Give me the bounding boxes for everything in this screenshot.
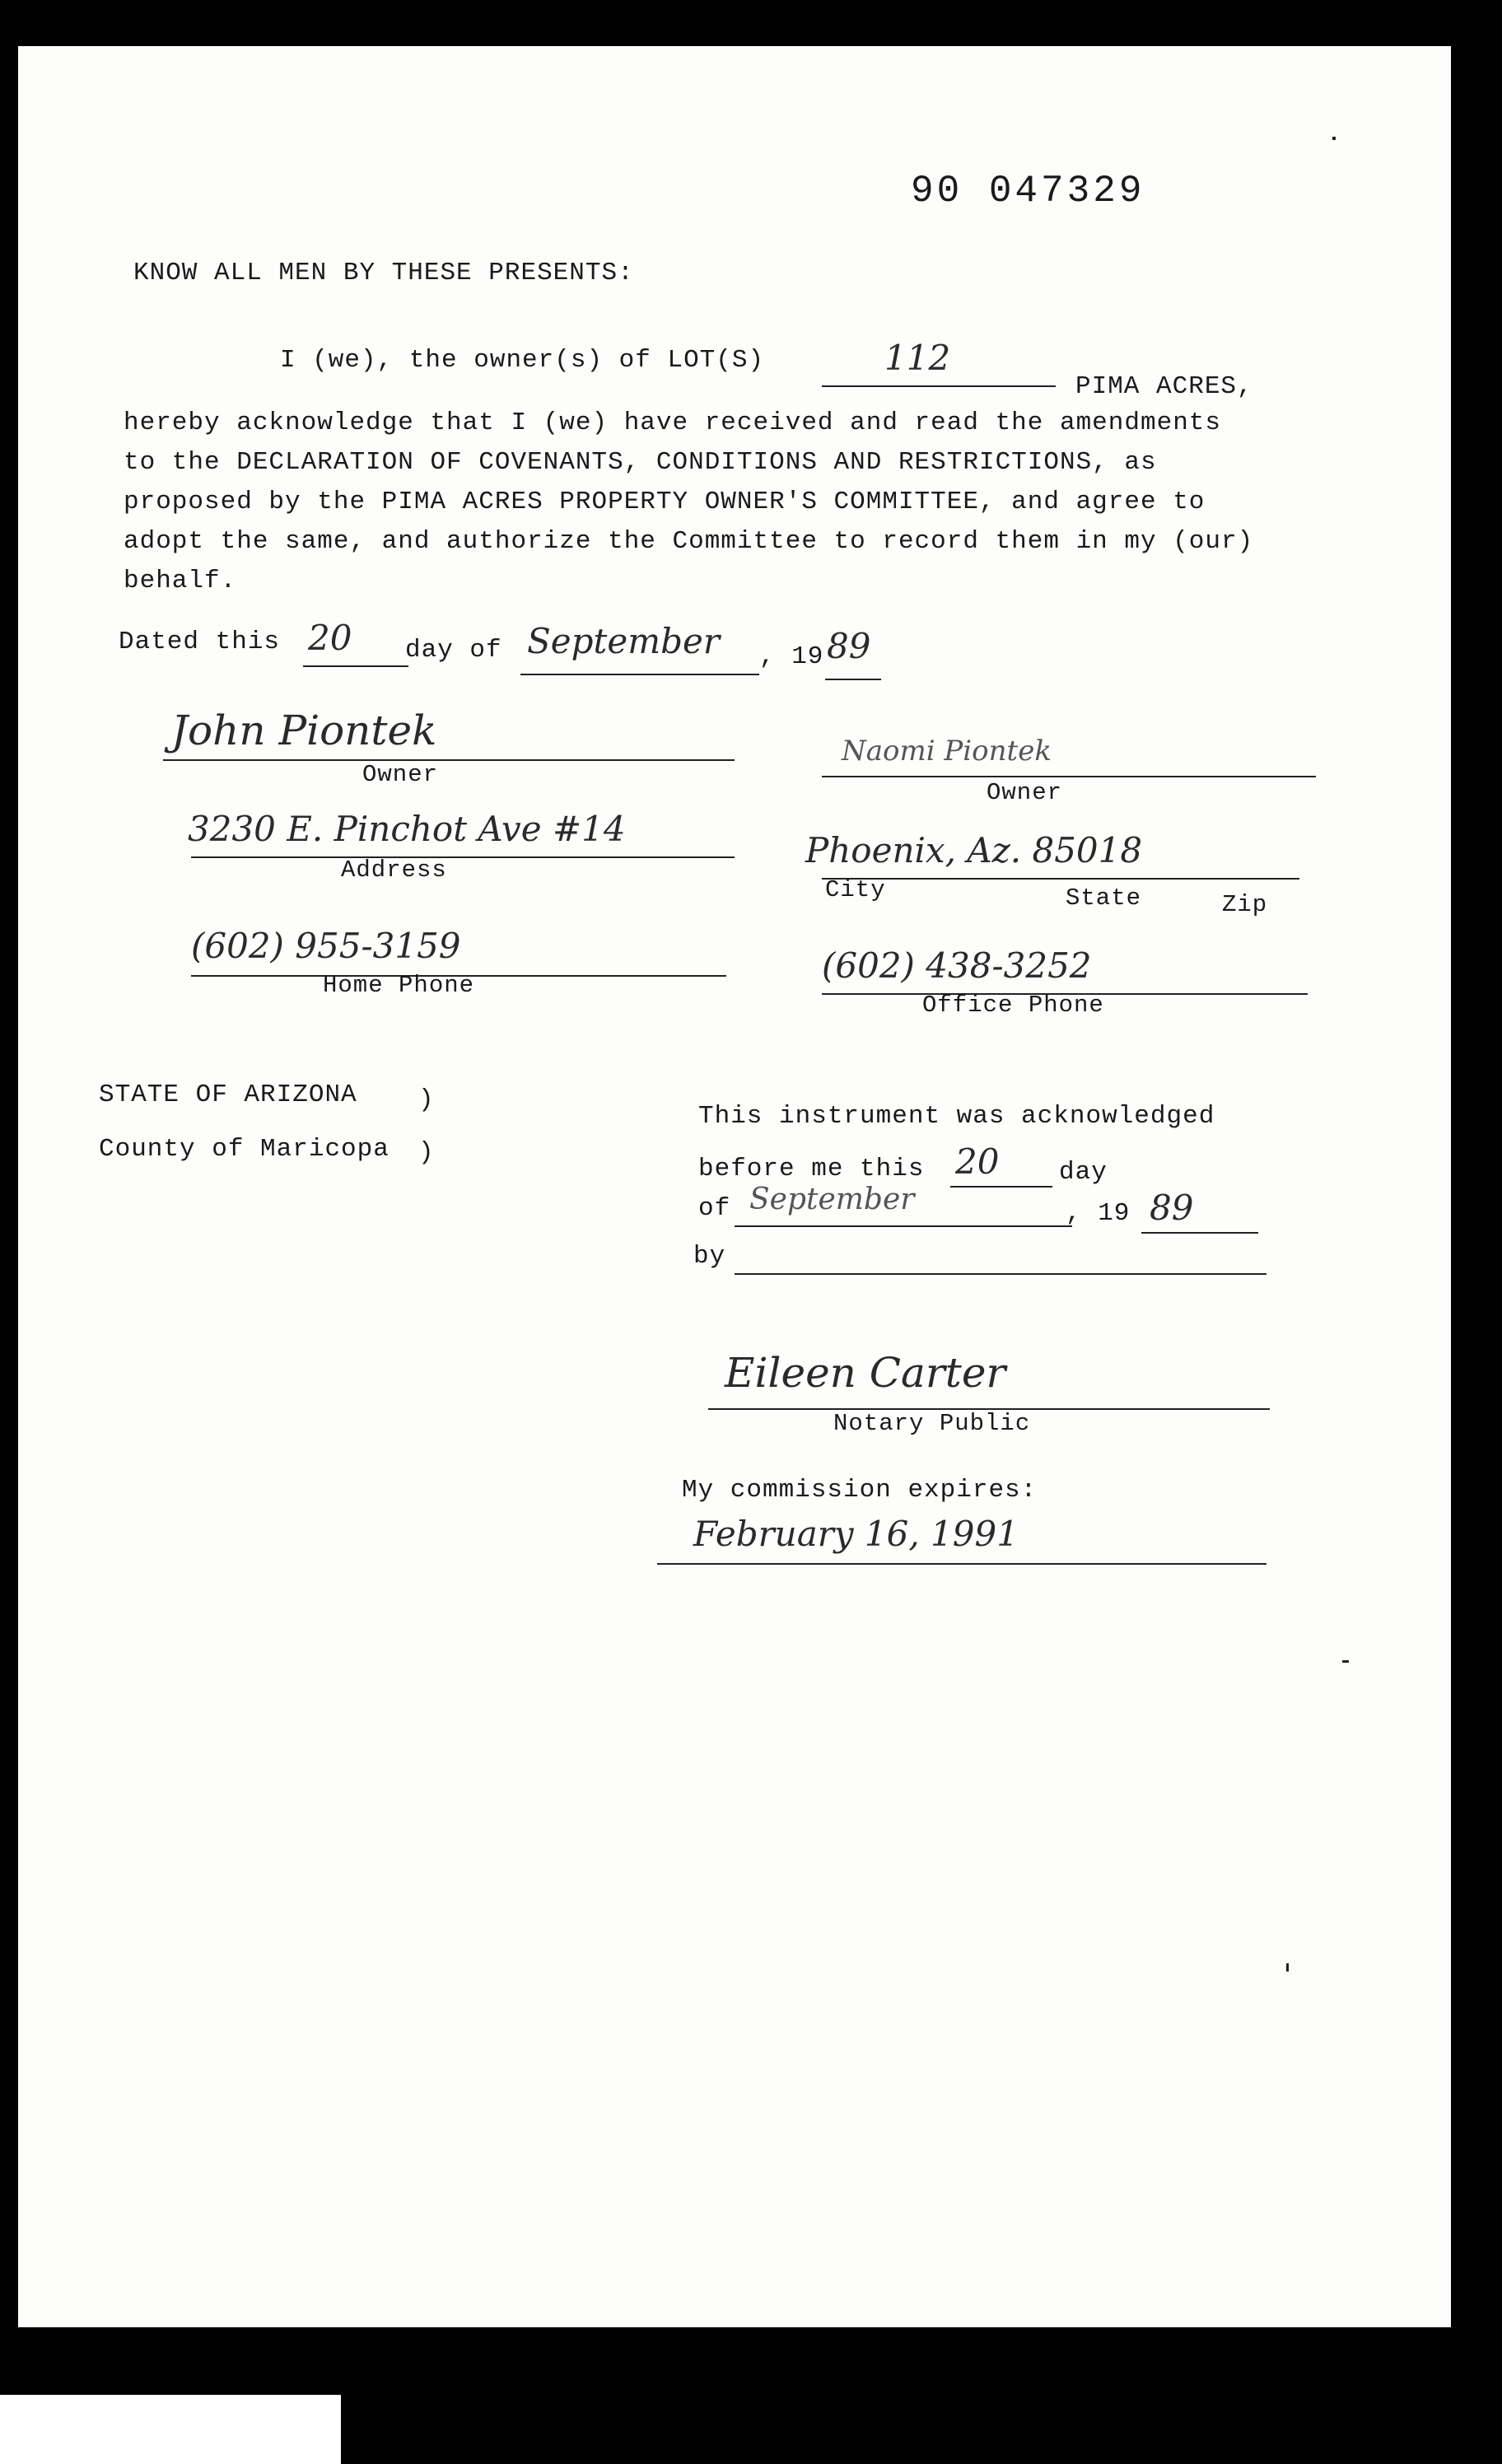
ack-year: 89 <box>1150 1188 1194 1228</box>
commission-label: My commission expires: <box>682 1476 1038 1505</box>
ack-line-3-prefix: of <box>698 1194 731 1223</box>
commission-date-line <box>657 1563 1266 1565</box>
notary-signature: Eileen Carter <box>725 1349 1006 1397</box>
body-line: proposed by the PIMA ACRES PROPERTY OWNER'S COMMITTEE, and agree to <box>124 488 1206 516</box>
ack-line-1: This instrument was acknowledged <box>698 1102 1215 1131</box>
office-phone-value: (602) 438-3252 <box>822 945 1092 986</box>
dated-year-line <box>825 679 881 680</box>
city-line <box>822 878 1299 880</box>
scan-speck <box>1286 1963 1289 1972</box>
state-label: State <box>1066 884 1142 912</box>
lot-number: 112 <box>884 338 951 378</box>
venue-county-paren: ) <box>418 1138 435 1167</box>
address-label: Address <box>341 856 447 884</box>
address-value: 3230 E. Pinchot Ave #14 <box>188 809 626 849</box>
venue-state-paren: ) <box>418 1085 435 1114</box>
ack-by-label: by <box>693 1242 726 1271</box>
body-line: to the DECLARATION OF COVENANTS, CONDITIONS AND RESTRICTIONS, as <box>124 448 1157 477</box>
dated-day-line <box>303 665 408 667</box>
scan-label-tab <box>0 2395 341 2464</box>
commission-date: February 16, 1991 <box>693 1514 1019 1554</box>
intro-prefix: I (we), the owner(s) of LOT(S) <box>280 346 765 375</box>
owner-2-signature-line <box>822 776 1316 777</box>
document-page <box>18 46 1451 2327</box>
home-phone-value: (602) 955-3159 <box>191 926 461 966</box>
owner-2-label: Owner <box>987 779 1063 806</box>
notary-label: Notary Public <box>833 1410 1031 1437</box>
dated-year: 89 <box>827 626 871 666</box>
ack-by-line <box>735 1273 1266 1275</box>
ack-month: September <box>749 1183 915 1216</box>
body-line: adopt the same, and authorize the Committee to record them in my (our) <box>124 527 1254 556</box>
ack-line-2-suffix: day <box>1059 1158 1108 1187</box>
home-phone-label: Home Phone <box>323 972 475 999</box>
owner-1-label: Owner <box>362 761 439 788</box>
ack-day: 20 <box>955 1141 1000 1182</box>
ack-line-2-prefix: before me this <box>698 1155 925 1183</box>
office-phone-label: Office Phone <box>922 992 1104 1019</box>
body-line: hereby acknowledge that I (we) have received and read the amendments <box>124 408 1222 437</box>
zip-label: Zip <box>1222 891 1268 918</box>
dated-prefix: Dated this <box>119 628 281 656</box>
dated-month: September <box>527 621 720 661</box>
ack-month-line <box>735 1225 1072 1227</box>
address-line <box>191 856 735 858</box>
heading: KNOW ALL MEN BY THESE PRESENTS: <box>133 259 634 287</box>
body-line: behalf. <box>124 567 237 595</box>
owner-2-signature: Naomi Piontek <box>842 735 1052 768</box>
venue-county: County of Maricopa <box>99 1135 389 1164</box>
city-label: City <box>825 876 886 903</box>
city-state-zip-value: Phoenix, Az. 85018 <box>805 830 1143 870</box>
ack-year-line <box>1141 1232 1258 1234</box>
dated-day: 20 <box>308 618 352 658</box>
owner-1-signature: John Piontek <box>171 707 437 754</box>
lot-number-line <box>822 385 1056 387</box>
dated-year-prefix: , 19 <box>759 642 824 671</box>
dated-day-of: day of <box>405 636 502 665</box>
document-number: 90 047329 <box>911 170 1145 212</box>
scan-speck <box>1332 137 1336 140</box>
scan-speck <box>1342 1660 1349 1663</box>
intro-suffix: PIMA ACRES, <box>1075 372 1253 401</box>
owner-1-signature-line <box>163 759 735 761</box>
venue-state: STATE OF ARIZONA <box>99 1080 357 1109</box>
ack-year-prefix: , 19 <box>1066 1199 1131 1228</box>
dated-month-line <box>520 674 759 675</box>
ack-day-line <box>950 1186 1052 1188</box>
